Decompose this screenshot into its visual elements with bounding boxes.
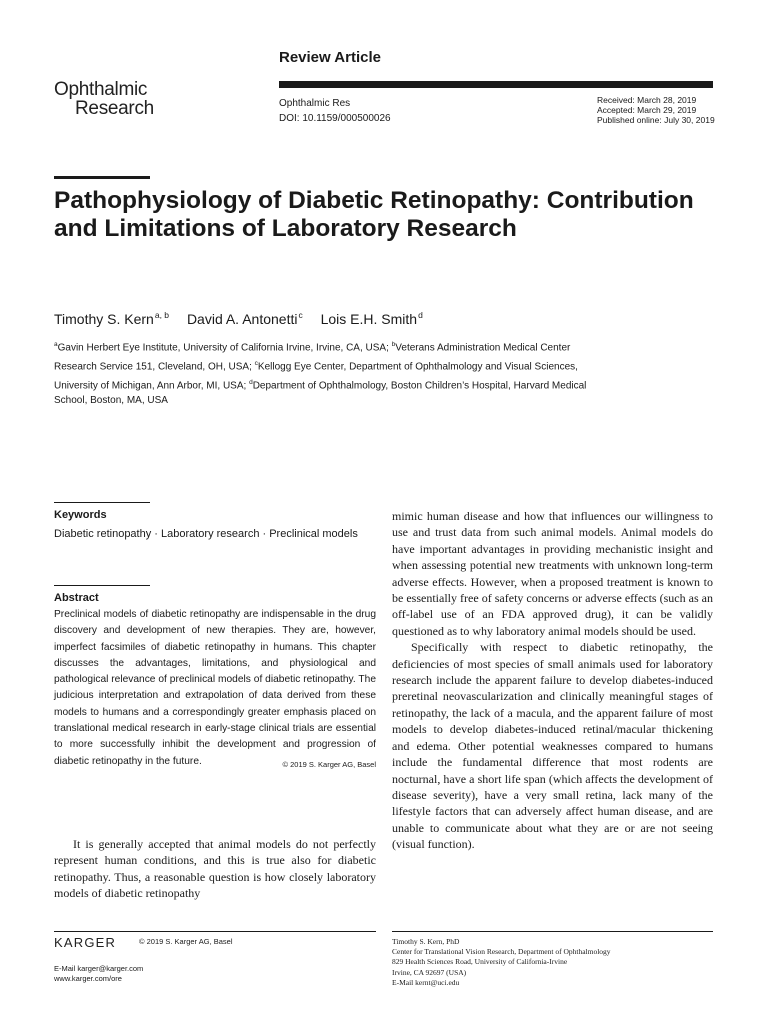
keywords-text: Diabetic retinopathy · Laboratory research · Preclinical models (54, 528, 358, 540)
published-date: Published online: July 30, 2019 (597, 115, 715, 125)
author-name: Lois E.H. Smith (320, 311, 418, 327)
publisher-contact (54, 964, 143, 984)
author-affil-mark: d (418, 310, 423, 320)
publisher-website[interactable]: www.karger.com/ore (54, 974, 122, 983)
intro-column (54, 836, 376, 902)
keywords-rule (54, 502, 150, 503)
affil-mark: b (391, 341, 396, 348)
journal-logo-line1: Ophthalmic (54, 79, 148, 100)
affil-mark: c (254, 359, 258, 367)
doi-link[interactable]: DOI: 10.1159/000500026 (279, 113, 391, 124)
header-rule (279, 81, 713, 88)
journal-abbrev: Ophthalmic Res (279, 98, 351, 109)
corr-name: Timothy S. Kern, PhD (392, 937, 460, 946)
affiliation: Kellogg Eye Center, Department of Ophthalmology and Visual Sciences, University of Michigan, Ann Arbor, MI, USA; (54, 361, 578, 391)
author-affil-mark: a, b (154, 310, 170, 320)
title-rule (54, 176, 150, 179)
intro-paragraph: It is generally accepted that animal models do not perfectly represent human conditions, and this is true also for diabetic retinopathy. Thus, a reasonable question is how closely laboratory models of diabetic retinopathy (54, 837, 376, 901)
footer-rule-right (392, 931, 713, 932)
author (321, 311, 423, 327)
corr-address: Irvine, CA 92697 (USA) (392, 967, 467, 977)
abstract-body: Preclinical models of diabetic retinopathy are indispensable in the drug discovery and development of new therapies. They are, however, imperfect facsimiles of diabetic retinopathy in humans. This chapter discusses the advantages, limitations, and physiological and pathological relevance of preclinical models of diabetic retinopathy. The judicious interpretation and extrapolation of data derived from these models to humans and a correspondingly greater emphasis placed on translational medical research in early-stage clinical trials are essential to more successfully inhibit the development and progression of diabetic retinopathy in the future. (54, 609, 376, 767)
corr-email[interactable]: E-Mail kernt@uci.edu (392, 977, 460, 987)
affil-mark: d (249, 378, 253, 386)
article-title: Pathophysiology of Diabetic Retinopathy: Contribution and Limitations of Laboratory Research (54, 187, 694, 242)
journal-logo-line2: Research (75, 98, 154, 119)
journal-meta (279, 96, 391, 126)
abstract-rule (54, 585, 150, 586)
received-date: Received: March 28, 2019 (597, 95, 697, 105)
abstract-copyright: © 2019 S. Karger AG, Basel (282, 759, 376, 769)
body-paragraph: Specifically with respect to diabetic retinopathy, the deficiencies of most species of small animals used for laboratory research include the apparent failure to develop diabetes-induced preretinal neovascularization and clinically meaningful stages of retinopathy, the lack of a macula, and the apparent failure of most models to develop diabetes-induced retinal/macular thickening and edema. Other potential weaknesses compared to humans include the fundamental difference that most rodents are nocturnal, have a short life span (which affects the development of disease severity), have a very small retina, lack many of the lifestyle factors that can adversely affect human disease, and are unable to communicate about what they are or are not seeing (visual function). (392, 640, 713, 852)
article-type: Review Article (279, 49, 381, 66)
author-name: Timothy S. Kern (54, 311, 154, 327)
author (54, 311, 169, 327)
body-paragraph: mimic human disease and how that influences our willingness to use and trust data from such animal models. Animal models do have important advantages in providing mechanistic insight and when assessing potential new treatments with unknown long-term adverse effects. However, when a proposed treatment is known to be essentially free of safety concerns or adverse effects (such as an off-label use of an FDA approved drug), it can be validly questioned as to why laboratory animal models should be used. (392, 509, 713, 638)
affiliation: Veterans Administration Medical Center Research Service 151, Cleveland, OH, USA; (54, 342, 571, 373)
corr-address: Center for Translational Vision Research, Department of Ophthalmology (392, 947, 611, 957)
author-name: David A. Antonetti (186, 311, 298, 327)
abstract-heading: Abstract (54, 592, 99, 604)
publisher-email[interactable]: E-Mail karger@karger.com (54, 964, 144, 973)
abstract-text (54, 607, 376, 773)
author (187, 311, 303, 327)
author-list (54, 310, 437, 327)
karger-logo: KARGER (54, 935, 117, 950)
article-dates (597, 95, 715, 125)
keywords-heading: Keywords (54, 509, 107, 521)
accepted-date: Accepted: March 29, 2019 (597, 105, 697, 115)
author-affil-mark: c (298, 310, 303, 320)
corr-address: 829 Health Sciences Road, University of California-Irvine (392, 957, 568, 967)
footer-copyright: © 2019 S. Karger AG, Basel (139, 937, 233, 946)
affiliation: Gavin Herbert Eye Institute, University of California Irvine, Irvine, CA, USA; (57, 342, 392, 354)
footer-rule-left (54, 931, 376, 932)
affil-mark: a (54, 341, 58, 348)
affiliation: Department of Ophthalmology, Boston Children’s Hospital, Harvard Medical School, Boston, MA, USA (54, 379, 587, 407)
correspondence (392, 937, 611, 988)
journal-logo (54, 80, 154, 118)
affiliations (54, 337, 614, 409)
right-column (392, 508, 713, 853)
